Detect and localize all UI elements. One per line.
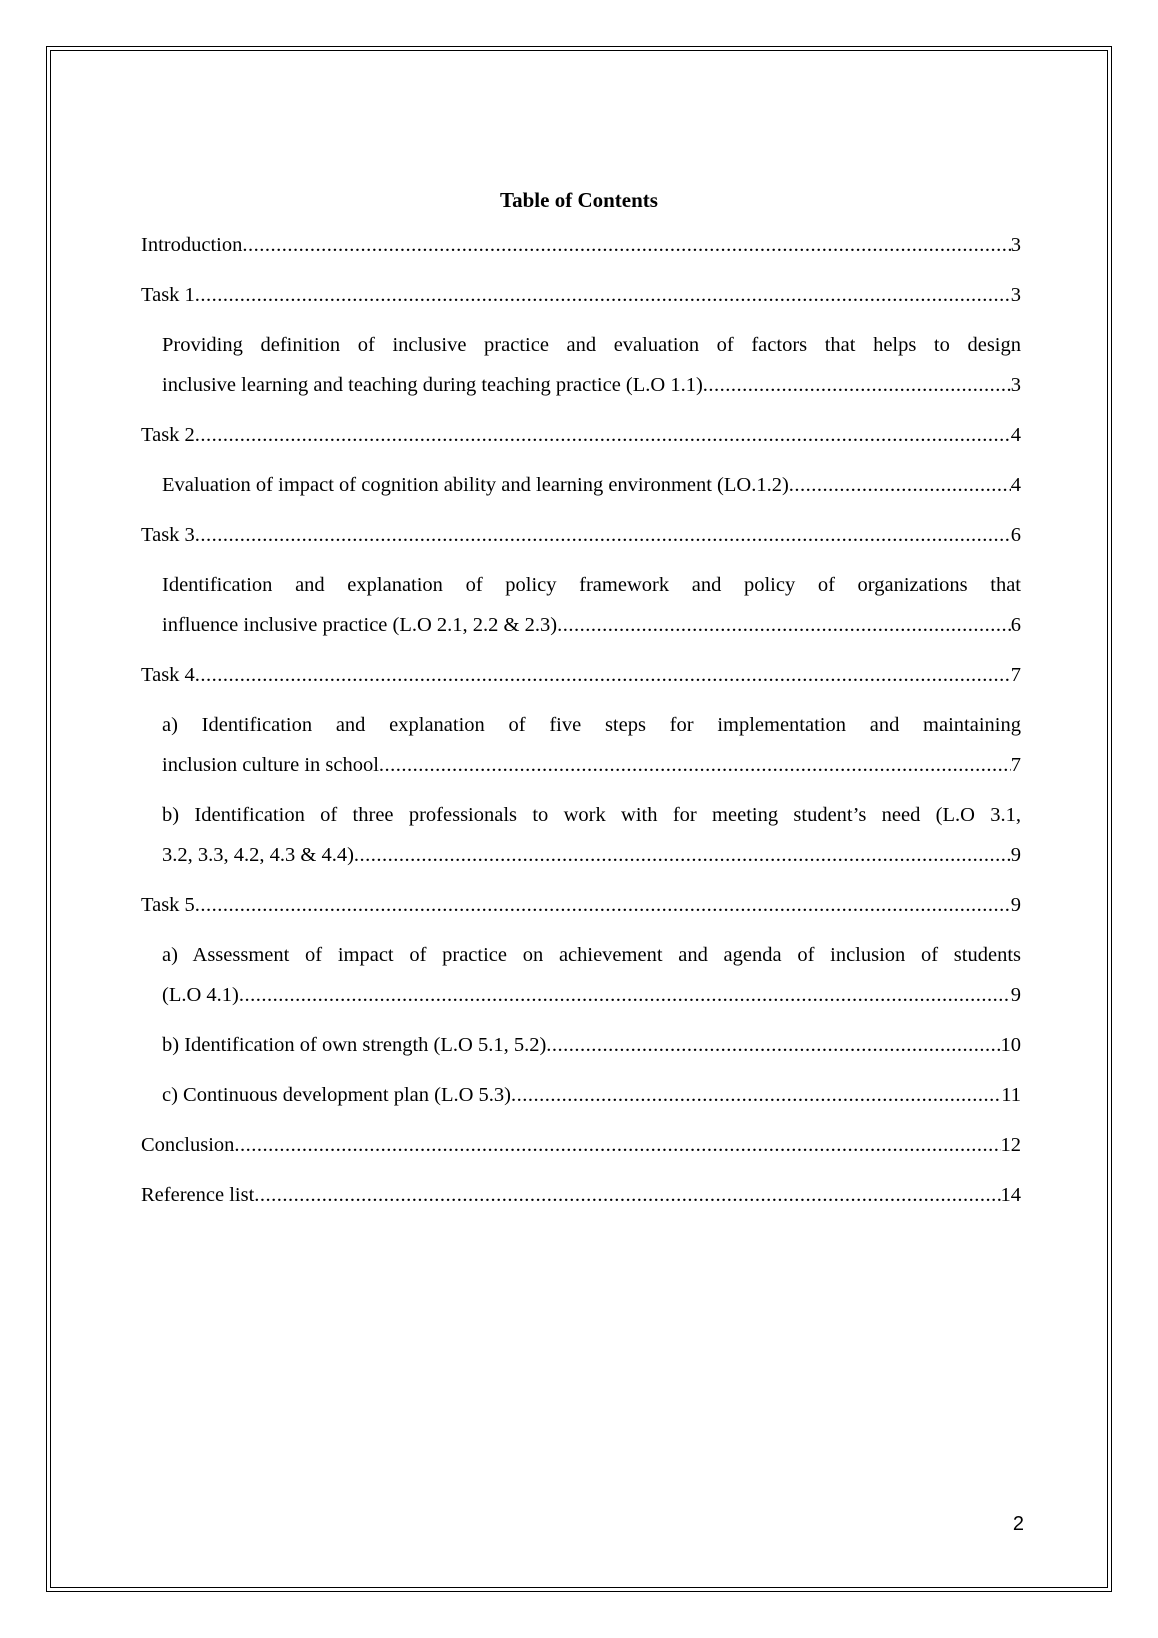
dot-leader: [195, 515, 1011, 555]
toc-entry-page: 6: [1010, 524, 1021, 546]
toc-entry-first-line: b) Identification of three professionals to work with for meeting student’s need (L.O 3.1,: [162, 804, 1021, 826]
dot-leader: [354, 835, 1011, 875]
toc-entry-label: Task 4: [141, 664, 195, 686]
toc-entry-label: Reference list: [141, 1184, 255, 1206]
toc-entry-page: 7: [1010, 754, 1021, 776]
toc-entry-label: b) Identification of own strength (L.O 5.1, 5.2): [162, 1034, 547, 1056]
toc-title: Table of Contents: [500, 188, 658, 212]
toc-entry-page: 6: [1010, 614, 1021, 636]
toc-entry-task-1-definition[interactable]: [162, 325, 1021, 405]
toc-entry-label: 3.2, 3.3, 4.2, 4.3 & 4.4): [162, 844, 354, 866]
toc-entry-task-4b[interactable]: [162, 795, 1021, 875]
toc-entry-label: Introduction: [141, 234, 243, 256]
toc-entry-introduction[interactable]: [141, 225, 1021, 265]
dot-leader: [379, 745, 1011, 785]
toc-entry-page: 9: [1010, 894, 1021, 916]
toc-entry-task-1[interactable]: [141, 275, 1021, 315]
toc-entry-page: 4: [1010, 424, 1021, 446]
toc-entry-label: Evaluation of impact of cognition ability and learning environment (LO.1.2): [162, 474, 789, 496]
toc-entry-first-line: Identification and explanation of policy framework and policy of organizations that: [162, 574, 1021, 596]
toc-entry-task-5b[interactable]: [162, 1025, 1021, 1065]
toc-entry-label: influence inclusive practice (L.O 2.1, 2.2 & 2.3): [162, 614, 558, 636]
toc-entry-task-5a[interactable]: [162, 935, 1021, 1015]
toc-entry-page: 11: [1001, 1084, 1021, 1106]
toc-entry-reference-list[interactable]: [141, 1175, 1021, 1215]
toc-entry-conclusion[interactable]: [141, 1125, 1021, 1165]
toc-entry-label: c) Continuous development plan (L.O 5.3): [162, 1084, 512, 1106]
dot-leader: [511, 1075, 1001, 1115]
dot-leader: [254, 1175, 1000, 1215]
toc-entry-page: 10: [1000, 1034, 1021, 1056]
dot-leader: [195, 655, 1011, 695]
toc-entry-page: 12: [1000, 1134, 1021, 1156]
toc-entry-label: Task 3: [141, 524, 195, 546]
toc-entry-label: Task 1: [141, 284, 195, 306]
toc-entry-page: 3: [1010, 234, 1021, 256]
toc-entry-label: (L.O 4.1): [162, 984, 239, 1006]
toc-entry-label: inclusive learning and teaching during teaching practice (L.O 1.1): [162, 374, 703, 396]
toc-entry-label: Task 2: [141, 424, 195, 446]
toc-entry-label: Conclusion: [141, 1134, 235, 1156]
toc-entry-label: inclusion culture in school: [162, 754, 379, 776]
toc-entry-task-4[interactable]: [141, 655, 1021, 695]
dot-leader: [239, 975, 1011, 1015]
toc-entry-task-5[interactable]: [141, 885, 1021, 925]
toc-entry-first-line: a) Assessment of impact of practice on achievement and agenda of inclusion of students: [162, 944, 1021, 966]
toc-entry-task-5c[interactable]: [162, 1075, 1021, 1115]
dot-leader: [789, 465, 1011, 505]
toc-entry-page: 3: [1010, 284, 1021, 306]
toc-entry-task-3-policy[interactable]: [162, 565, 1021, 645]
page-number: 2: [1012, 1513, 1024, 1535]
toc-entry-first-line: a) Identification and explanation of five steps for implementation and maintaining: [162, 714, 1021, 736]
dot-leader: [557, 605, 1011, 645]
toc-entry-page: 9: [1010, 844, 1021, 866]
table-of-contents: [141, 225, 1021, 1225]
dot-leader: [234, 1125, 1000, 1165]
dot-leader: [703, 365, 1011, 405]
dot-leader: [195, 415, 1011, 455]
dot-leader: [195, 275, 1011, 315]
toc-entry-label: Task 5: [141, 894, 195, 916]
toc-entry-page: 7: [1010, 664, 1021, 686]
toc-entry-page: 14: [1000, 1184, 1021, 1206]
toc-entry-page: 9: [1010, 984, 1021, 1006]
toc-entry-first-line: Providing definition of inclusive practice and evaluation of factors that helps to design: [162, 334, 1021, 356]
toc-entry-task-3[interactable]: [141, 515, 1021, 555]
dot-leader: [242, 225, 1010, 265]
dot-leader: [195, 885, 1011, 925]
dot-leader: [546, 1025, 1000, 1065]
toc-entry-page: 4: [1010, 474, 1021, 496]
toc-entry-task-2[interactable]: [141, 415, 1021, 455]
toc-entry-page: 3: [1010, 374, 1021, 396]
toc-entry-task-4a[interactable]: [162, 705, 1021, 785]
toc-entry-task-2-evaluation[interactable]: [162, 465, 1021, 505]
